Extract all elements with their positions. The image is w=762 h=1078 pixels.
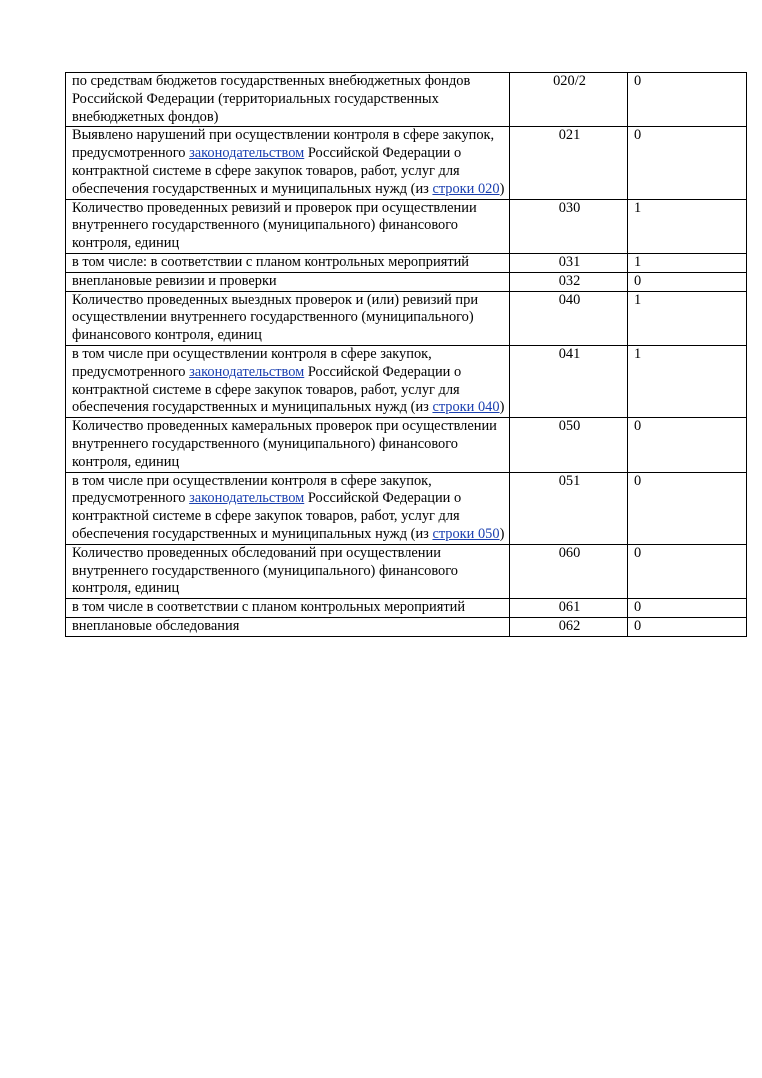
description-text: Количество проведенных обследований при осуществлении внутреннего государственного (муниципального) финансового контроля, единиц	[72, 544, 458, 597]
row-description	[66, 345, 510, 417]
row-code: 060	[510, 544, 628, 598]
description-text: Количество проведенных выездных проверок и (или) ревизий при осуществлении внутреннего государственного (муниципального) финансового контроля, единиц	[72, 291, 479, 344]
row-code: 050	[510, 418, 628, 472]
row-value: 1	[628, 199, 747, 253]
row-value: 0	[628, 272, 747, 291]
row-description	[66, 291, 510, 345]
reference-link[interactable]: строки 020	[432, 180, 500, 197]
row-code: 062	[510, 617, 628, 636]
row-code: 040	[510, 291, 628, 345]
table-row	[66, 345, 747, 417]
table-row	[66, 199, 747, 253]
row-value: 0	[628, 544, 747, 598]
row-description	[66, 617, 510, 636]
row-code: 051	[510, 472, 628, 544]
table-row	[66, 73, 747, 127]
table-row	[66, 291, 747, 345]
table-row	[66, 599, 747, 618]
row-description	[66, 73, 510, 127]
description-text: Количество проведенных камеральных проверок при осуществлении внутреннего государственного (муниципального) финансового контроля, единиц	[72, 418, 497, 470]
description-text: Российской Федерации о контрактной системе в сфере закупок товаров, работ, услуг для обеспечения государственных и муниципальных нужд (из	[72, 145, 462, 197]
row-value: 0	[628, 599, 747, 618]
row-description	[66, 199, 510, 253]
description-text: Выявлено нарушений при осуществлении контроля в сфере закупок, предусмотренного	[72, 127, 495, 162]
description-text: )	[499, 525, 505, 542]
row-code: 041	[510, 345, 628, 417]
table-row	[66, 617, 747, 636]
row-value: 1	[628, 291, 747, 345]
reference-link[interactable]: законодательством	[189, 363, 305, 380]
row-code: 021	[510, 127, 628, 199]
reference-link[interactable]: строки 040	[432, 399, 500, 416]
row-description	[66, 272, 510, 291]
table-row	[66, 472, 747, 544]
row-description	[66, 127, 510, 199]
description-text: )	[499, 180, 505, 197]
row-code: 020/2	[510, 73, 628, 127]
reference-link[interactable]: законодательством	[189, 490, 305, 507]
report-table	[65, 72, 747, 637]
description-text: в том числе при осуществлении контроля в сфере закупок, предусмотренного	[72, 345, 432, 380]
table-row	[66, 418, 747, 472]
reference-link[interactable]: строки 050	[432, 525, 500, 542]
row-code: 031	[510, 253, 628, 272]
row-value: 1	[628, 345, 747, 417]
description-text: внеплановые ревизии и проверки	[72, 272, 277, 289]
description-text: внеплановые обследования	[72, 617, 240, 634]
row-value: 1	[628, 253, 747, 272]
description-text: Российской Федерации о контрактной системе в сфере закупок товаров, работ, услуг для обеспечения государственных и муниципальных нужд (из	[72, 490, 462, 542]
row-value: 0	[628, 472, 747, 544]
row-value: 0	[628, 73, 747, 127]
description-text: Российской Федерации о контрактной системе в сфере закупок товаров, работ, услуг для обеспечения государственных и муниципальных нужд (из	[72, 363, 462, 416]
row-description	[66, 418, 510, 472]
row-value: 0	[628, 127, 747, 199]
row-value: 0	[628, 617, 747, 636]
description-text: )	[499, 399, 505, 416]
report-table-body	[66, 73, 747, 637]
row-description	[66, 599, 510, 618]
row-value: 0	[628, 418, 747, 472]
table-row	[66, 544, 747, 598]
row-code: 061	[510, 599, 628, 618]
reference-link[interactable]: законодательством	[189, 145, 305, 162]
description-text: в том числе: в соответствии с планом контрольных мероприятий	[72, 253, 470, 270]
row-description	[66, 253, 510, 272]
row-code: 030	[510, 199, 628, 253]
row-description	[66, 544, 510, 598]
table-row	[66, 272, 747, 291]
row-code: 032	[510, 272, 628, 291]
description-text: в том числе в соответствии с планом контрольных мероприятий	[72, 599, 466, 616]
description-text: Количество проведенных ревизий и проверок при осуществлении внутреннего государственного (муниципального) финансового контроля, единиц	[72, 199, 477, 252]
table-row	[66, 253, 747, 272]
row-description	[66, 472, 510, 544]
description-text: в том числе при осуществлении контроля в сфере закупок, предусмотренного	[72, 472, 432, 507]
table-row	[66, 127, 747, 199]
description-text: по средствам бюджетов государственных внебюджетных фондов Российской Федерации (территориальных государственных внебюджетных фондов)	[72, 73, 471, 125]
